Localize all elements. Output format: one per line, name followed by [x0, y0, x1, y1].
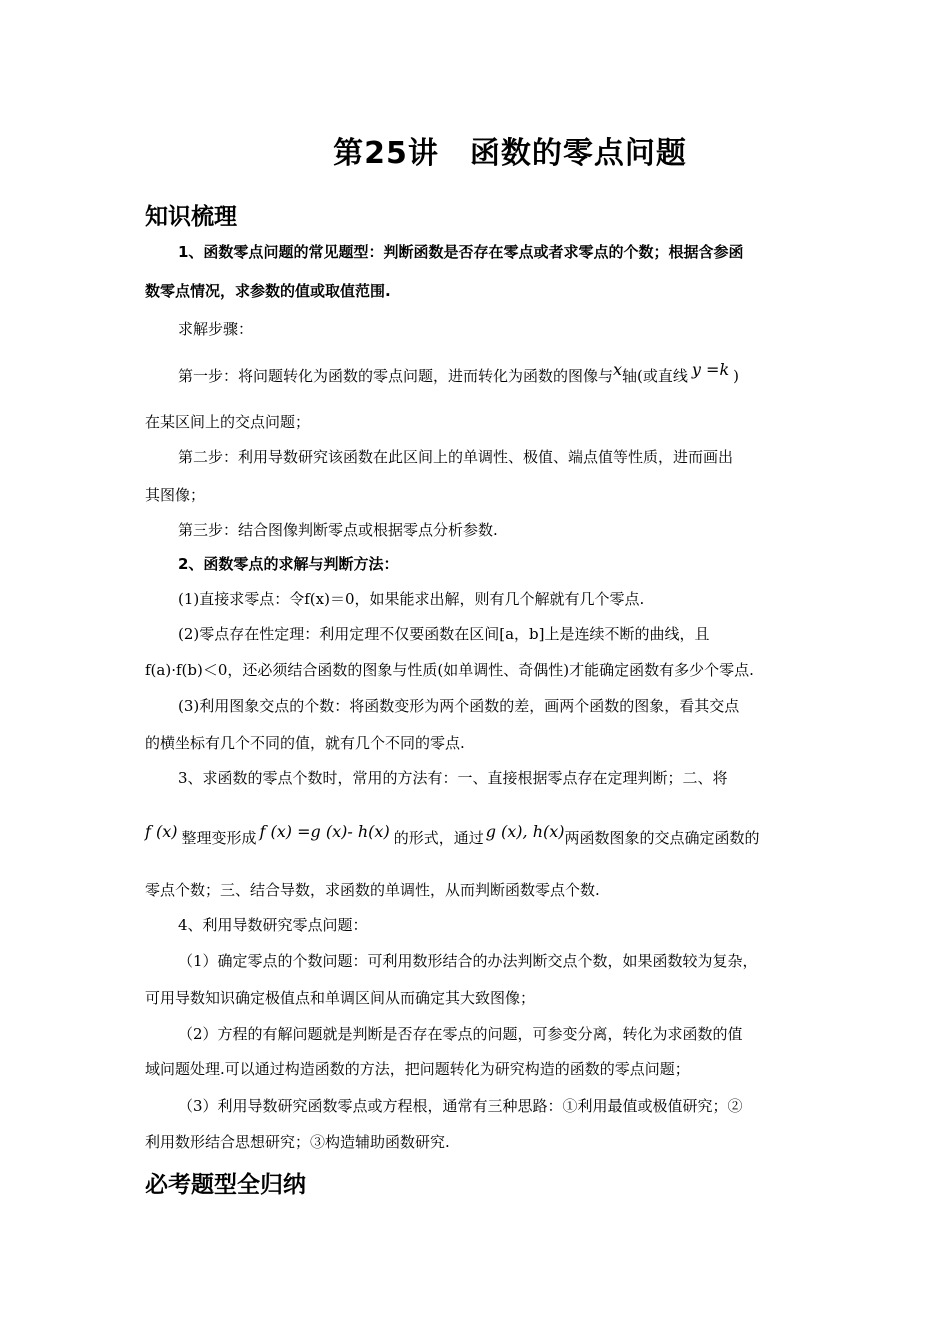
paragraph-4-heading: 4、利用导数研究零点问题：: [178, 916, 368, 934]
paragraph-4-3-line-2: 利用数形结合思想研究；③构造辅助函数研究.: [145, 1133, 450, 1151]
equation-y-equals-k: y =k: [691, 360, 730, 379]
paragraph-4-1-line-1: （1）确定零点的个数问题：可利用数形结合的办法判断交点个数，如果函数较为复杂，: [178, 952, 758, 970]
step-1-line-1: [178, 360, 739, 386]
method-3-line-2: 的横坐标有几个不同的值，就有几个不同的零点.: [145, 734, 465, 752]
formula-f-equals-g-minus-h: f (x) =g (x)- h(x): [259, 822, 390, 841]
step-1-line-2: 在某区间上的交点问题；: [145, 413, 311, 431]
paragraph-2-heading: 2、函数零点的求解与判断方法：: [178, 555, 399, 573]
section-heading-question-types: 必考题型全归纳: [145, 1172, 306, 1198]
paragraph-1-line-1: 1、函数零点问题的常见题型：判断函数是否存在零点或者求零点的个数；根据含参函: [178, 243, 744, 261]
paragraph-4-1-line-2: 可用导数知识确定极值点和单调区间从而确定其大致图像；: [145, 989, 536, 1007]
paragraph-3-text-1: 整理变形成: [181, 829, 257, 847]
paragraph-3-text-2: 的形式，通过: [393, 829, 484, 847]
formula-f-x: f (x): [145, 822, 178, 841]
step-1-text-b: 轴(或直线: [622, 367, 688, 385]
step-1-text-a: 第一步：将问题转化为函数的零点问题，进而转化为函数的图像与: [178, 367, 614, 385]
paragraph-4-2-line-2: 域问题处理.可以通过构造函数的方法，把问题转化为研究构造的函数的零点问题；: [145, 1060, 690, 1078]
paragraph-3-line-3: 零点个数；三、结合导数，求函数的单调性，从而判断函数零点个数.: [145, 881, 600, 899]
method-2-line-2: f(a)·f(b)＜0，还必须结合函数的图象与性质(如单调性、奇偶性)才能确定函数有多少个零点.: [145, 661, 754, 679]
paragraph-3-text-3: 两函数图象的交点确定函数的: [564, 829, 760, 847]
step-2-line-1: 第二步：利用导数研究该函数在此区间上的单调性、极值、端点值等性质，进而画出: [178, 448, 734, 466]
section-heading-knowledge: 知识梳理: [145, 204, 237, 230]
paragraph-3-line-2: [145, 822, 760, 848]
page-title: 第25讲 函数的零点问题: [333, 136, 687, 171]
step-2-line-2: 其图像；: [145, 486, 206, 504]
method-1: (1)直接求零点：令f(x)＝0，如果能求出解，则有几个解就有几个零点.: [178, 590, 645, 608]
variable-x: x: [613, 360, 623, 379]
method-3-line-1: (3)利用图象交点的个数：将函数变形为两个函数的差，画两个函数的图象，看其交点: [178, 697, 740, 715]
method-2-line-1: (2)零点存在性定理：利用定理不仅要函数在区间[a，b]上是连续不断的曲线，且: [178, 625, 710, 643]
formula-g-x-h-x: g (x), h(x): [485, 822, 565, 841]
paragraph-4-2-line-1: （2）方程的有解问题就是判断是否存在零点的问题，可参变分离，转化为求函数的值: [178, 1025, 743, 1043]
paragraph-3-line-1: 3、求函数的零点个数时，常用的方法有：一、直接根据零点存在定理判断；二、将: [178, 769, 728, 787]
paragraph-4-3-line-1: （3）利用导数研究函数零点或方程根，通常有三种思路：①利用最值或极值研究；②: [178, 1097, 743, 1115]
paragraph-1-line-2: 数零点情况，求参数的值或取值范围.: [145, 282, 391, 300]
step-1-text-c: ): [733, 367, 739, 385]
steps-label: 求解步骤：: [178, 320, 254, 338]
step-3: 第三步：结合图像判断零点或根据零点分析参数.: [178, 521, 498, 539]
